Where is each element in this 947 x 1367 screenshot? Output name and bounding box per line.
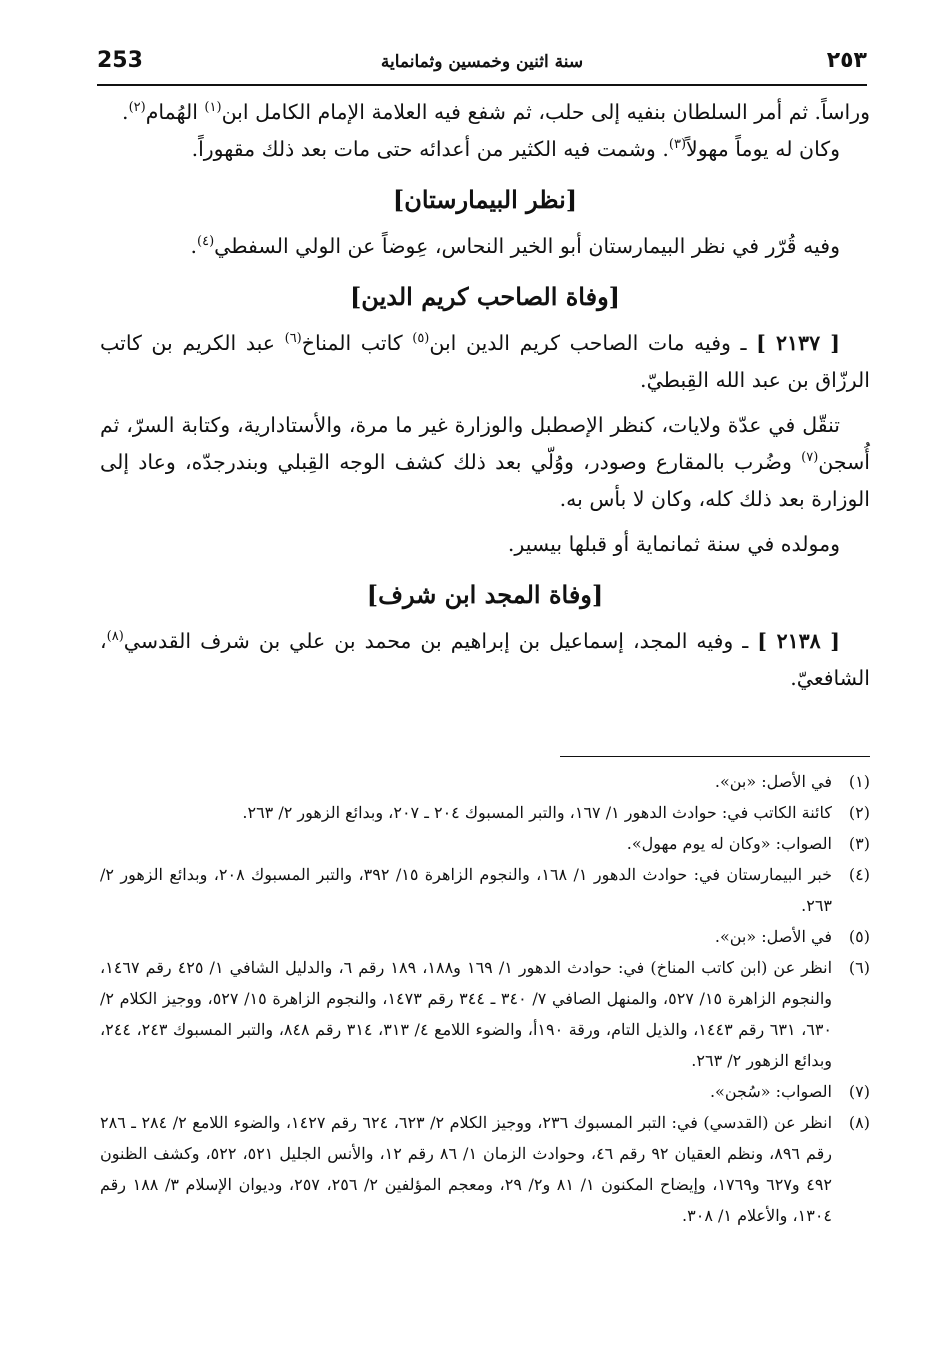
paragraph: وفيه قُرّر في نظر البيمارستان أبو الخير النحاس، عِوضاً عن الولي السفطي$^{(٤)}$. (190, 234, 840, 258)
entry-paragraph: [ ٢١٣٨ ] ـ وفيه المجد، إسماعيل بن إبراهيم بن محمد بن علي بن شرف القدسي$^{(٨)}$، الشافعيّ. (100, 629, 870, 690)
entry-number: [ ٢١٣٧ ] (756, 331, 840, 355)
section-heading: [وفاة المجد ابن شرف] (366, 580, 604, 609)
footnote (100, 797, 870, 828)
running-title: سنة اثنين وخمسين وثمانماية (380, 52, 584, 72)
page-number-arabic: ٢٥٣ (826, 48, 867, 73)
footnote-text: في الأصل: «بن». (714, 927, 832, 946)
paragraph: ومولده في سنة ثمانماية أو قبلها بيسير. (507, 532, 840, 556)
footnote-number: (٣) (848, 834, 870, 853)
entry-paragraph: [ ٢١٣٧ ] ـ وفيه مات الصاحب كريم الدين ابن$^{(٥)}$ كاتب المناخ$^{(٦)}$ عبد الكريم بن كاتب الرزّاق بن عبد الله القِبطيّ. (100, 331, 870, 392)
footnote (100, 766, 870, 797)
footnote (100, 828, 870, 859)
section-heading: [نظر البيمارستان] (392, 185, 578, 214)
footnote-ref[interactable]: (٧) (801, 450, 819, 466)
footnote-ref[interactable]: (٣) (668, 137, 687, 153)
paragraph: وراساً. ثم أمر السلطان بنفيه إلى حلب، ثم شفع فيه العلامة الإمام الكامل ابن$^{(١)}$ الهُمام$^{(٢)}$. (122, 100, 870, 124)
footnote-text: كائنة الكاتب في: حوادث الدهور ١/ ١٦٧، والتبر المسبوك ٢٠٤ ـ ٢٠٧، وبدائع الزهور ٢/ ٢٦٣. (242, 803, 832, 822)
footnotes (100, 766, 870, 1231)
footnote-number: (٤) (848, 865, 870, 884)
footnote-text: انظر عن (القدسي) في: التبر المسبوك ٢٣٦، ووجيز الكلام ٢/ ٦٢٣، ٦٢٤ رقم ١٤٢٧، والضوء اللامع ٢/ ٢٨٤ ـ ٢٨٦ رقم ٨٩٦، ونظم العقيان ٩٢ رقم ٤٦، وحوادث الزمان ١/ ٨٦ رقم ١٢، والأنس الجليل ٥٢١، ٥٢٢، وكشف الظنون ٤٩٢ و٦٢٧ و١٧٦٩، وإيضاح المكنون ١/ ٨١ و٢/ ٢٩، ومعجم المؤلفين ٢/ ٢٥٦، ٢٥٧، وديوان الإسلام ٣/ ١٨٨ رقم ١٣٠٤، والأعلام ١/ ٣٠٨. (100, 1113, 833, 1225)
footnote-number: (٦) (848, 958, 870, 977)
entry-number: [ ٢١٣٨ ] (757, 629, 840, 653)
footnote-text: الصواب: «وكان له يوم مهول». (626, 834, 832, 853)
footnote (100, 1107, 870, 1231)
footnote-text: الصواب: «سُجن». (709, 1082, 832, 1101)
section-heading: [وفاة الصاحب كريم الدين] (349, 282, 621, 311)
footnote (100, 921, 870, 952)
footnote-text: خبر البيمارستان في: حوادث الدهور ١/ ١٦٨، والنجوم الزاهرة ١٥/ ٣٩٢، والتبر المسبوك ٢٠٨، وبدائع الزهور ٢/ ٢٦٣. (100, 865, 832, 915)
footnote-number: (٢) (848, 803, 870, 822)
paragraph: وكان له يوماً مهولاً$^{(٣)}$. وشمت فيه الكثير من أعدائه حتى مات بعد ذلك مقهوراً. (191, 137, 840, 161)
page-header (97, 44, 867, 86)
footnote-text: في الأصل: «بن». (714, 772, 832, 791)
footnote-ref[interactable]: (١) (204, 100, 222, 116)
footnote-ref[interactable]: (٨) (106, 629, 124, 645)
footnote-text: انظر عن (ابن كاتب المناخ) في: حوادث الدهور ١/ ١٦٩ و١٨٨، ١٨٩ رقم ٦، والدليل الشافي ١/ ٤٢٥ رقم ١٤٦٧، والنجوم الزاهرة ١٥/ ٥٢٧، والمنهل الصافي ٧/ ٣٤٠ ـ ٣٤٤ رقم ١٤٧٣، والنجوم الزاهرة ١٥/ ٥٢٧، ووجيز الكلام ٢/ ٦٣٠، ٦٣١ رقم ١٤٤٣، والذيل التام، ورقة ١٩٠أ، والضوء اللامع ٤/ ٣١٣، ٣١٤ رقم ٨٤٨، والتبر المسبوك ٢٤٣، ٢٤٤، وبدائع الزهور ٢/ ٢٦٣. (100, 958, 833, 1070)
footnote-ref[interactable]: (٢) (128, 100, 146, 116)
page-number-latin: 253 (97, 48, 143, 73)
footnote (100, 859, 870, 921)
footnote-number: (١) (848, 772, 870, 791)
footnote-ref[interactable]: (٥) (412, 331, 430, 347)
footnote-ref[interactable]: (٦) (284, 331, 302, 347)
footnote-ref[interactable]: (٤) (197, 234, 215, 250)
footnote-number: (٨) (848, 1113, 870, 1132)
footnote (100, 952, 870, 1076)
footnote (100, 1076, 870, 1107)
footnote-number: (٧) (848, 1082, 870, 1101)
main-text (100, 94, 870, 697)
footnote-number: (٥) (848, 927, 870, 946)
footnote-divider (560, 756, 870, 757)
paragraph: تنقّل في عدّة ولايات، كنظر الإصطبل والوزارة غير ما مرة، والأستادارية، وكتابة السرّ، ثم أُسجن$^{(٧)}$ وضُرب بالمقارع وصودر، ووُلّي بعد ذلك كشف الوجه القِبلي وبندرجدّه، وعاد إلى الوزارة بعد ذلك كله، وكان لا بأس به. (100, 413, 870, 511)
